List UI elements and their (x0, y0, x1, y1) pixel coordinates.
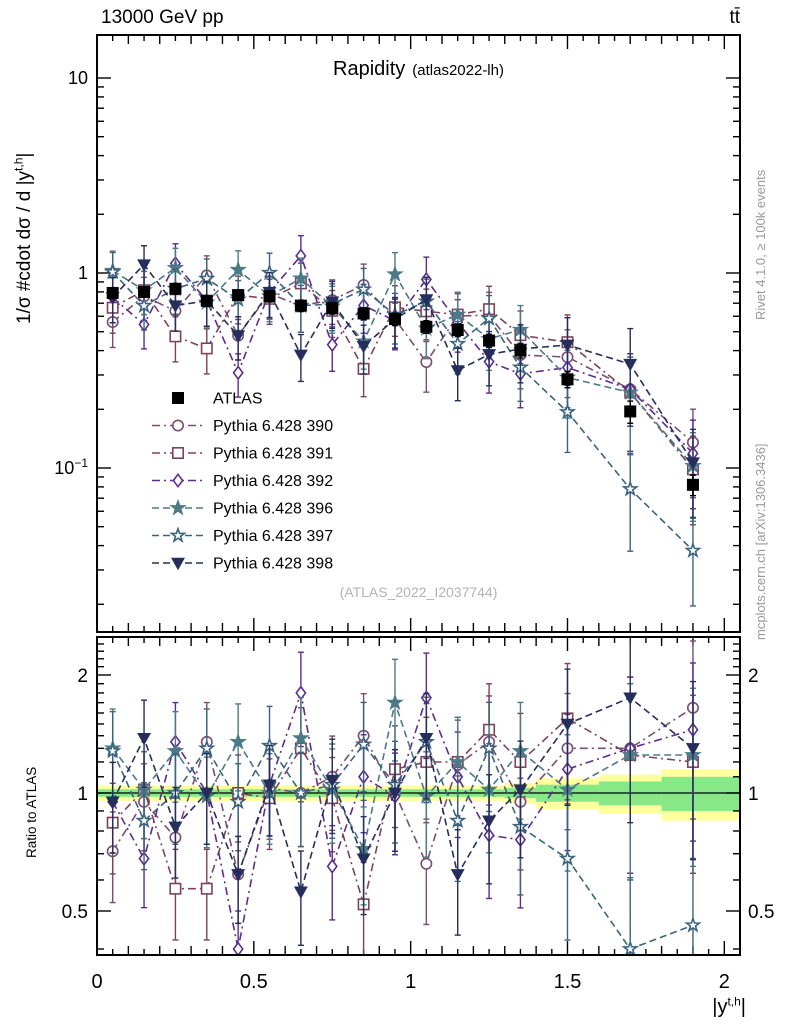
legend-label: Pythia 6.428 392 (213, 473, 334, 490)
svg-text:0.5: 0.5 (748, 902, 775, 924)
legend-item-atlas (173, 391, 263, 408)
svg-text:2: 2 (718, 971, 730, 993)
plot-title (97, 58, 740, 81)
beam-energy-label: 13000 GeV pp (101, 7, 224, 28)
legend-label: Pythia 6.428 391 (213, 445, 334, 463)
svg-text:1.5: 1.5 (553, 971, 582, 993)
plot-frames (97, 35, 740, 955)
legend-item-pythia-6-428-392 (152, 473, 333, 490)
legend-label: Pythia 6.428 396 (213, 500, 334, 518)
series-pythia-6-428-397 (106, 252, 699, 605)
analysis-watermark: (ATLAS_2022_I2037744) (339, 584, 498, 600)
rivet-version-text: Rivet 4.1.0, ≥ 100k events (753, 169, 768, 320)
series-pythia-6-428-391 (107, 263, 698, 525)
plot-title-text: Rapidity (333, 58, 406, 80)
plot-subtitle-text: (atlas2022-lh) (412, 62, 504, 79)
svg-text:10−1: $10^{-1}$ (54, 456, 88, 478)
legend-label: Pythia 6.428 398 (213, 555, 334, 573)
x-axis-label: $|y^{t,h}|$ (712, 994, 746, 1018)
y-axis-label-main: 1/σ #cdot dσ / d $|y^{t,h}|$ (11, 152, 35, 324)
svg-text:1: 1 (748, 784, 759, 805)
legend-item-pythia-6-428-398 (152, 556, 333, 573)
svg-text:2: 2 (748, 665, 759, 687)
series-pythia-6-428-397-ratio (106, 697, 699, 1024)
series-pythia-6-428-392 (108, 236, 697, 509)
legend-item-pythia-6-428-390 (152, 418, 333, 435)
svg-text:0.5: 0.5 (239, 971, 268, 993)
legend-item-pythia-6-428-391 (152, 446, 333, 463)
legend-label: Pythia 6.428 390 (213, 418, 334, 435)
legend-item-pythia-6-428-397 (152, 528, 333, 545)
svg-text:1: 1 (77, 263, 88, 283)
svg-text:1: 1 (77, 784, 88, 805)
svg-text:2: 2 (77, 665, 88, 687)
legend-label: Pythia 6.428 397 (213, 528, 334, 545)
ratio-axis-label: Ratio to ATLAS (24, 766, 39, 858)
svg-text:0: 0 (91, 971, 103, 993)
mcplots-reference-text: mcplots.cern.ch [arXiv:1306.3436] (753, 443, 768, 640)
svg-text:0.5: 0.5 (61, 902, 88, 924)
tick-labels (54, 68, 774, 993)
axis-ticks (97, 35, 740, 955)
process-label: tt̄ (729, 7, 740, 28)
series-pythia-6-428-392-ratio (108, 652, 697, 998)
svg-text:1: 1 (405, 971, 417, 993)
svg-text:10: 10 (67, 68, 88, 88)
legend-label: ATLAS (213, 390, 263, 408)
legend (152, 391, 333, 573)
legend-item-pythia-6-428-396 (152, 501, 333, 518)
